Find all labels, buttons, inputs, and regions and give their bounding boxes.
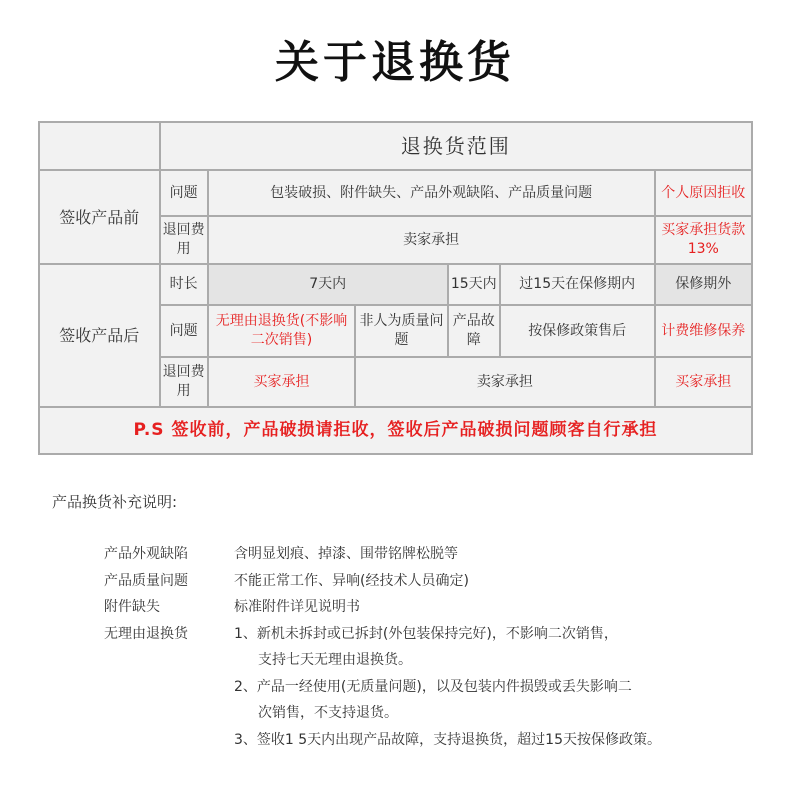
before-group-label: 签收产品前 <box>39 170 160 264</box>
ps-note: P.S 签收前，产品破损请拒收，签收后产品破损问题顾客自行承担 <box>39 407 752 454</box>
supplement-line: 2、产品一经使用(无质量问题)，以及包装内件损毁或丢失影响二 <box>234 678 632 695</box>
scope-header: 退换货范围 <box>160 122 753 170</box>
supplement-line: 支持七天无理由退换货。 <box>258 652 412 668</box>
supplement-line: 3、签收1 5天内出现产品故障，支持退换货，超过15天按保修政策。 <box>234 731 661 748</box>
supplement-item <box>104 541 744 568</box>
after-time-label: 时长 <box>160 264 208 305</box>
supplement-line: 1、新机未拆封或已拆封(外包装保持完好)，不影响二次销售， <box>234 625 618 642</box>
after-issue-paid: 计费维修保养 <box>655 305 752 357</box>
supplement-list <box>104 541 744 753</box>
before-issue-personal: 个人原因拒收 <box>655 170 752 216</box>
before-issue-text: 包装破损、附件缺失、产品外观缺陷、产品质量问题 <box>208 170 655 216</box>
supplement-line: 次销售，不支持退货。 <box>258 705 398 721</box>
supplement-line: 不能正常工作、异响(经技术人员确定) <box>234 572 469 589</box>
supplement-label: 产品质量问题 <box>104 572 188 589</box>
after-fee-buyer-2: 买家承担 <box>655 357 752 407</box>
return-policy-table <box>38 121 753 455</box>
before-fee-label: 退回费用 <box>160 216 208 264</box>
after-issue-warranty: 按保修政策售后 <box>500 305 655 357</box>
supplement-label: 无理由退换货 <box>104 625 188 642</box>
after-issue-noreason: 无理由退换货(不影响二次销售) <box>208 305 356 357</box>
after-issue-fault: 产品故障 <box>448 305 500 357</box>
before-issue-label: 问题 <box>160 170 208 216</box>
after-issue-label: 问题 <box>160 305 208 357</box>
after-time-15: 15天内 <box>448 264 500 305</box>
after-issue-nonhuman: 非人为质量问题 <box>355 305 447 357</box>
supplement-label: 附件缺失 <box>104 599 160 615</box>
supplement-item <box>104 594 744 621</box>
before-fee-seller: 卖家承担 <box>208 216 655 264</box>
after-fee-seller: 卖家承担 <box>355 357 654 407</box>
after-time-7: 7天内 <box>208 264 448 305</box>
supplement-label: 产品外观缺陷 <box>104 546 188 562</box>
supplement-line: 标准附件详见说明书 <box>234 599 360 615</box>
after-time-over15: 过15天在保修期内 <box>500 264 655 305</box>
after-fee-buyer: 买家承担 <box>208 357 356 407</box>
after-time-out: 保修期外 <box>655 264 752 305</box>
supplement-line: 含明显划痕、掉漆、围带铭牌松脱等 <box>234 546 458 562</box>
corner-cell <box>39 122 160 170</box>
supplement-item <box>104 568 744 595</box>
supplement-item <box>104 621 744 754</box>
after-fee-label: 退回费用 <box>160 357 208 407</box>
page-title: 关于退换货 <box>275 37 515 88</box>
supplement-title: 产品换货补充说明: <box>52 493 178 511</box>
after-group-label: 签收产品后 <box>39 264 160 407</box>
before-fee-buyer: 买家承担货款13% <box>655 216 752 264</box>
